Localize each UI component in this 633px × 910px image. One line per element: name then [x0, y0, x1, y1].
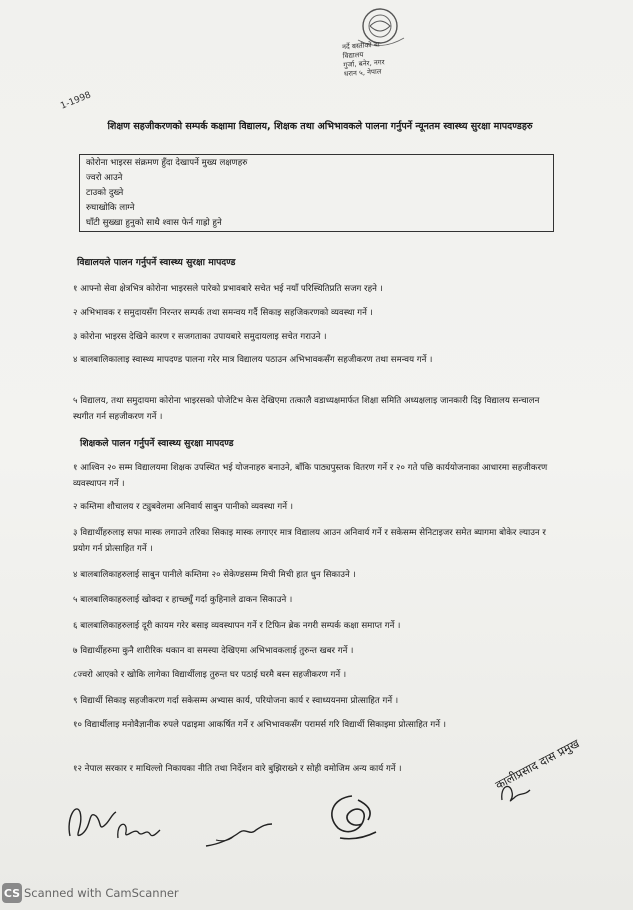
symptom-item: रुघाखोकि लाग्ने [86, 203, 135, 213]
camscanner-watermark [2, 882, 179, 904]
camscanner-logo-icon: CS [2, 883, 22, 903]
teacher-item: १ आश्विन २० सम्म विद्यालयमा शिक्षक उपस्थित भई योजनाहरु बनाउने, बाँकि पाठ्यपुस्तक वितरण गर्ने र २० गते पछि कार्ययोजनाका आधारमा सहजीकरण व्यवस्थापन गर्ने । [73, 463, 548, 489]
teacher-item: ३ विद्यार्थीहरुलाइ सफा मास्क लगाउने तरिका सिकाइ मास्क लगाएर मात्र विद्यालय आउन अनिवार्य गर्ने र सकेसम्म सेनिटाइजर समेत ब्यागमा बोकेर ल्याउन र प्रयोग गर्न प्रोत्साहित गर्ने । [73, 528, 546, 554]
teacher-item: ५ बालबालिकाहरुलाई खोक्दा र हाच्छ्युँ गर्दा कुहिनाले ढाकन सिकाउने । [73, 595, 293, 605]
document-title: शिक्षण सहजीकरणको सम्पर्क कक्षामा विद्यालय, शिक्षक तथा अभिभावकले पालना गर्नुपर्ने न्यूनतम स्वास्थ्य सुरक्षा मापदण्डहरु [107, 121, 533, 132]
school-item: ४ बालबालिकालाइ स्वास्थ्य मापदण्ड पालना गरेर मात्र विद्यालय पठाउन अभिभावकसँग सहजीकरण तथा समन्वय गर्ने । [73, 355, 433, 365]
teacher-item: ९ विद्यार्थी सिकाइ सहजीकरण गर्दा सकेसम्म अभ्यास कार्य, परियोजना कार्य र स्वाध्ययनमा प्रोत्साहित गर्ने । [73, 696, 399, 706]
teacher-item: ८ज्वरो आएको र खोकि लागेका विद्यार्थीलाइ तुरुन्त घर पठाई घरमै बस्न सहजीकरण गर्ने । [73, 670, 347, 680]
teacher-item: १२ नेपाल सरकार र माथिल्लो निकायका नीति तथा निर्देशन वारे बुझिराख्ने र सोही वमोजिम अन्य कार्य गर्ने । [73, 764, 402, 774]
school-item: २ अभिभावक र समुदायसँग निरन्तर सम्पर्क तथा समन्वय गर्दै सिकाइ सहजिकरणको व्यवस्था गर्ने । [73, 308, 373, 318]
school-item: ५ विद्यालय, तथा समुदायमा कोरोना भाइरसको पोजेटिभ केस देखिएमा तत्कालै वडाध्यक्षमार्फत शिक्षा समिति अध्यक्षलाइ जानकारी दिइ विद्यालय सन्चालन स्थगीत गर्न सहजीकरण गर्ने । [73, 396, 540, 422]
signature-name: कालीप्रसाद दास प्रमुख [492, 736, 582, 793]
symptoms-box [79, 154, 554, 232]
school-section-heading: विद्यालयले पालन गर्नुपर्ने स्वास्थ्य सुरक्षा मापदण्ड [77, 257, 236, 268]
symptom-item: घाँटी सुख्खा हुनुको साथै श्वास फेर्न गाह्रो हुने [86, 218, 222, 228]
teacher-item: ४ बालबालिकाहरुलाई साबुन पानीले कम्तिमा २० सेकेण्डसम्म मिची मिची हात धुन सिकाउने । [73, 570, 356, 580]
teacher-section-heading: शिक्षकले पालन गर्नुपर्ने स्वास्थ्य सुरक्षा मापदण्ड [80, 438, 234, 449]
teacher-item: ६ बालबालिकाहरुलाई दूरी कायम गरेर बसाइ व्यवस्थापन गर्ने र टिफिन ब्रेक नगरी सम्पर्क कक्षा समाप्त गर्ने । [73, 621, 401, 631]
signature-3 [200, 818, 276, 852]
stamp-text: नर्दे बस्तीको बा विद्यालय गुर्जा, बनेर, नगर धरान ५, नेपाल [341, 40, 385, 79]
camscanner-label: Scanned with CamScanner [24, 886, 179, 900]
signature-4 [318, 788, 384, 848]
teacher-item: १० विद्यार्थीलाइ मनोवैज्ञानीक रुपले पढाइमा आकर्षित गर्ने र अभिभावकसँग परामर्स गरि विद्यार्थी सिकाइमा प्रोत्साहित गर्ने । [73, 720, 447, 730]
teacher-item: ७ विद्यार्थीहरुमा कुनै शारीरिक थकान वा समस्या देखिएमा अभिभावकलाई तुरुन्त खबर गर्ने । [73, 646, 354, 656]
symptom-item: ज्वरो आउने [86, 173, 123, 183]
teacher-item: २ कम्तिमा शौचालय र ट्युबवेलमा अनिवार्य साबुन पानीको व्यवस्था गर्ने । [73, 502, 293, 512]
signature-2 [112, 812, 162, 846]
symptom-item: टाउको दुख्ने [86, 188, 124, 198]
symptoms-heading: कोरोना भाइरस संक्रमण हुँदा देखापर्ने मुख्य लक्षणहरु [86, 158, 248, 168]
school-item: १ आफ्नो सेवा क्षेत्रभित्र कोरोना भाइरसले पारेको प्रभावबारे सचेत भई नयाँ परिस्थितिप्रति सजग रहने । [73, 284, 383, 294]
school-item: ३ कोरोना भाइरस देखिने कारण र सजगताका उपायबारे समुदायलाइ सचेत गराउने । [73, 332, 327, 342]
handwritten-mark: 1-1998 [59, 90, 93, 112]
